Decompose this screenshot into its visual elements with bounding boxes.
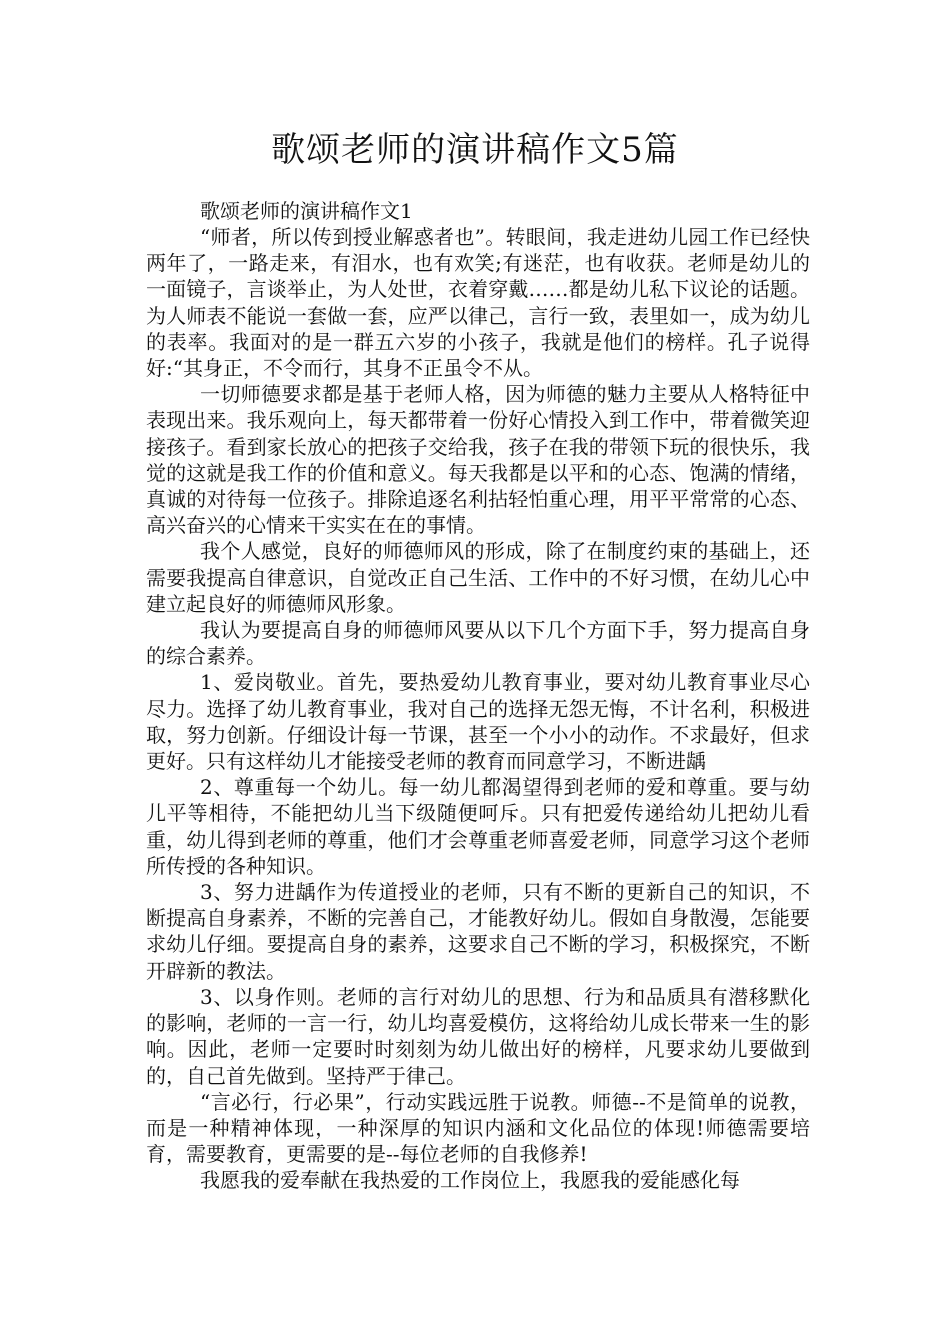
document-body bbox=[146, 198, 810, 1194]
paragraph-1: “师者，所以传到授业解惑者也”。转眼间，我走进幼儿园工作已经快两年了，一路走来，有泪水，也有欢笑;有迷茫，也有收获。老师是幼儿的一面镜子，言谈举止，为人处世，衣着穿戴……都是幼儿私下议论的话题。为人师表不能说一套做一套，应严以律己，言行一致，表里如一，成为幼儿的表率。我面对的是一群五六岁的小孩子，我就是他们的榜样。孔子说得好:“其身正，不令而行，其身不正虽令不从。 bbox=[146, 225, 810, 381]
document-title: 歌颂老师的演讲稿作文5篇 bbox=[271, 130, 679, 170]
paragraph-3: 我个人感觉，良好的师德师风的形成，除了在制度约束的基础上，还需要我提高自律意识，自觉改正自己生活、工作中的不好习惯，在幼儿心中建立起良好的师德师风形象。 bbox=[146, 539, 810, 616]
paragraph-9: “言必行，行必果”，行动实践远胜于说教。师德--不是简单的说教，而是一种精神体现，一种深厚的知识内涵和文化品位的体现!师德需要培育，需要教育，更需要的是--每位老师的自我修养! bbox=[146, 1089, 810, 1167]
paragraph-7: 3、努力进龋作为传道授业的老师，只有不断的更新自己的知识，不断提高自身素养，不断的完善自己，才能教好幼儿。假如自身散漫，怎能要求幼儿仔细。要提高自身的素养，这要求自己不断的学习，积极探究，不断开辟新的教法。 bbox=[146, 880, 810, 983]
paragraph-6: 2、尊重每一个幼儿。每一幼儿都渴望得到老师的爱和尊重。要与幼儿平等相待，不能把幼儿当下级随便呵斥。只有把爱传递给幼儿把幼儿看重，幼儿得到老师的尊重，他们才会尊重老师喜爱老师，同意学习这个老师所传授的各种知识。 bbox=[146, 775, 810, 878]
paragraph-8: 3、以身作则。老师的言行对幼儿的思想、行为和品质具有潜移默化的影响，老师的一言一行，幼儿均喜爱模仿，这将给幼儿成长带来一生的影响。因此，老师一定要时时刻刻为幼儿做出好的榜样，凡要求幼儿要做到的，自己首先做到。坚持严于律己。 bbox=[146, 984, 810, 1088]
paragraph-4: 我认为要提高自身的师德师风要从以下几个方面下手，努力提高自身的综合素养。 bbox=[146, 618, 810, 669]
paragraph-10: 我愿我的爱奉献在我热爱的工作岗位上，我愿我的爱能感化每 bbox=[200, 1168, 740, 1193]
paragraph-2: 一切师德要求都是基于老师人格，因为师德的魅力主要从人格特征中表现出来。我乐观向上，每天都带着一份好心情投入到工作中，带着微笑迎接孩子。看到家长放心的把孩子交给我，孩子在我的带领下玩的很快乐，我觉的这就是我工作的价值和意义。每天我都是以平和的心态、饱满的情绪，真诚的对待每一位孩子。排除追逐名利拈轻怕重心理，用平平常常的心态、高兴奋兴的心情来干实实在在的事情。 bbox=[146, 382, 810, 538]
paragraph-5: 1、爱岗敬业。首先，要热爱幼儿教育事业，要对幼儿教育事业尽心尽力。选择了幼儿教育事业，我对自己的选择无怨无悔，不计名利，积极进取，努力创新。仔细设计每一节课，甚至一个小小的动作。不求最好，但求更好。只有这样幼儿才能接受老师的教育而同意学习，不断进龋 bbox=[146, 670, 810, 774]
section-heading: 歌颂老师的演讲稿作文1 bbox=[200, 199, 413, 223]
